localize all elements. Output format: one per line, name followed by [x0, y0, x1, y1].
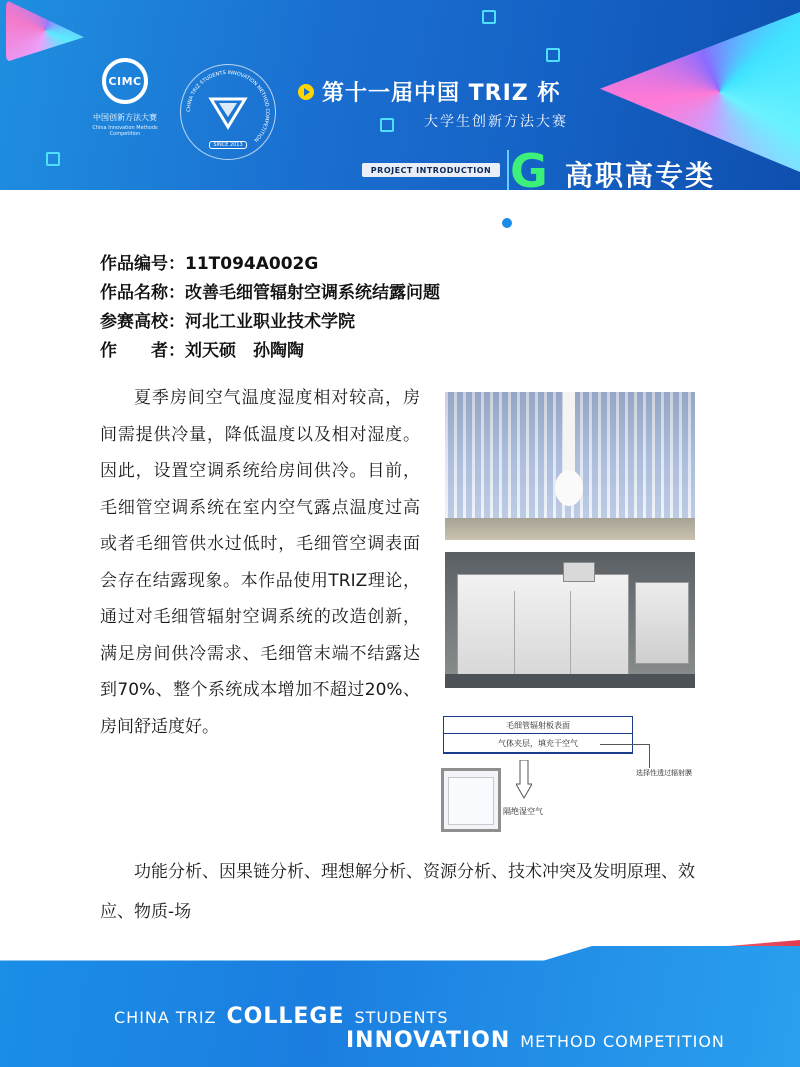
- membrane-sample-image: [441, 768, 501, 832]
- decorative-square: [46, 152, 60, 166]
- diagram-layer-gas: 气体夹层，填充干空气: [443, 734, 633, 754]
- footer-innovation: INNOVATION: [346, 1028, 511, 1053]
- competition-title: [298, 76, 568, 131]
- cimc-logo-en: China Innovation Methods Competition: [92, 125, 158, 137]
- info-number-label: 作品编号：: [100, 254, 185, 274]
- info-name: [100, 279, 440, 308]
- info-name-label: 作品名称：: [100, 283, 185, 303]
- info-name-value: 改善毛细管辐射空调系统结露问题: [185, 283, 440, 303]
- diagram-connector-line: [600, 744, 650, 768]
- info-author-label: 作 者：: [100, 341, 185, 361]
- footer-method-competition: METHOD COMPETITION: [520, 1032, 725, 1051]
- cimc-logo: [80, 58, 170, 138]
- decorative-square: [546, 48, 560, 62]
- category-divider-dot: [502, 218, 512, 228]
- project-info: [100, 250, 440, 366]
- capillary-ceiling-photo: [445, 392, 695, 540]
- cimc-logo-mark: CIMC: [102, 58, 148, 104]
- title-sub: 大学生创新方法大赛: [424, 114, 568, 130]
- play-icon: [298, 84, 314, 100]
- triz-logo-ring-text: CHINA TRIZ STUDENTS INNOVATION METHOD COMPETITION: [185, 69, 271, 143]
- triz-logo-badge: SINCE 2013: [209, 141, 246, 149]
- air-handling-unit-photo: [445, 552, 695, 688]
- decorative-triangle-left: [6, 0, 84, 62]
- poster-footer: [0, 940, 800, 1067]
- footer-china-triz: CHINA TRIZ: [114, 1008, 217, 1027]
- innovation-methods: 功能分析、因果链分析、理想解分析、资源分析、技术冲突及发明原理、效应、物质-场: [100, 862, 695, 922]
- info-number: [100, 250, 440, 279]
- triz-competition-logo: [180, 64, 276, 160]
- decorative-square: [482, 10, 496, 24]
- title-main: 第十一届中国 TRIZ 杯: [322, 81, 561, 106]
- category-divider: [507, 150, 509, 190]
- footer-college: COLLEGE: [226, 1004, 345, 1029]
- project-introduction-tag: PROJECT INTRODUCTION: [362, 163, 500, 177]
- category-name: 高职高专类: [565, 159, 716, 190]
- decorative-triangle-right: [600, 12, 800, 172]
- category-letter: G: [510, 144, 548, 190]
- info-author-value: 刘天硕 孙陶陶: [185, 341, 304, 361]
- diagram-layer-surface: 毛细管辐射板表面: [443, 716, 633, 734]
- info-school-value: 河北工业职业技术学院: [185, 312, 355, 332]
- info-school-label: 参赛高校：: [100, 312, 185, 332]
- footer-students: STUDENTS: [354, 1008, 449, 1027]
- diagram-air-label: 隔绝湿空气: [503, 807, 543, 816]
- poster-header: [0, 0, 800, 190]
- diagram-side-label: 选择性透过辐射膜: [636, 769, 692, 777]
- down-arrow-icon: [516, 760, 532, 800]
- info-number-value: 11T094A002G: [185, 254, 319, 274]
- project-description: 夏季房间空气温度湿度相对较高，房间需提供冷量，降低温度以及相对湿度。因此，设置空调系统给房间供冷。目前，毛细管空调系统在室内空气露点温度过高或者毛细管供水过低时，毛细管空调表面会存在结露现象。本作品使用TRIZ理论，通过对毛细管辐射空调系统的改造创新，满足房间供冷需求、毛细管末端不结露达到70%、整个系统成本增加不超过20%、房间舒适度好。: [100, 388, 420, 737]
- info-school: [100, 308, 440, 337]
- cimc-logo-cn: 中国创新方法大赛: [93, 113, 157, 122]
- info-author: [100, 337, 440, 366]
